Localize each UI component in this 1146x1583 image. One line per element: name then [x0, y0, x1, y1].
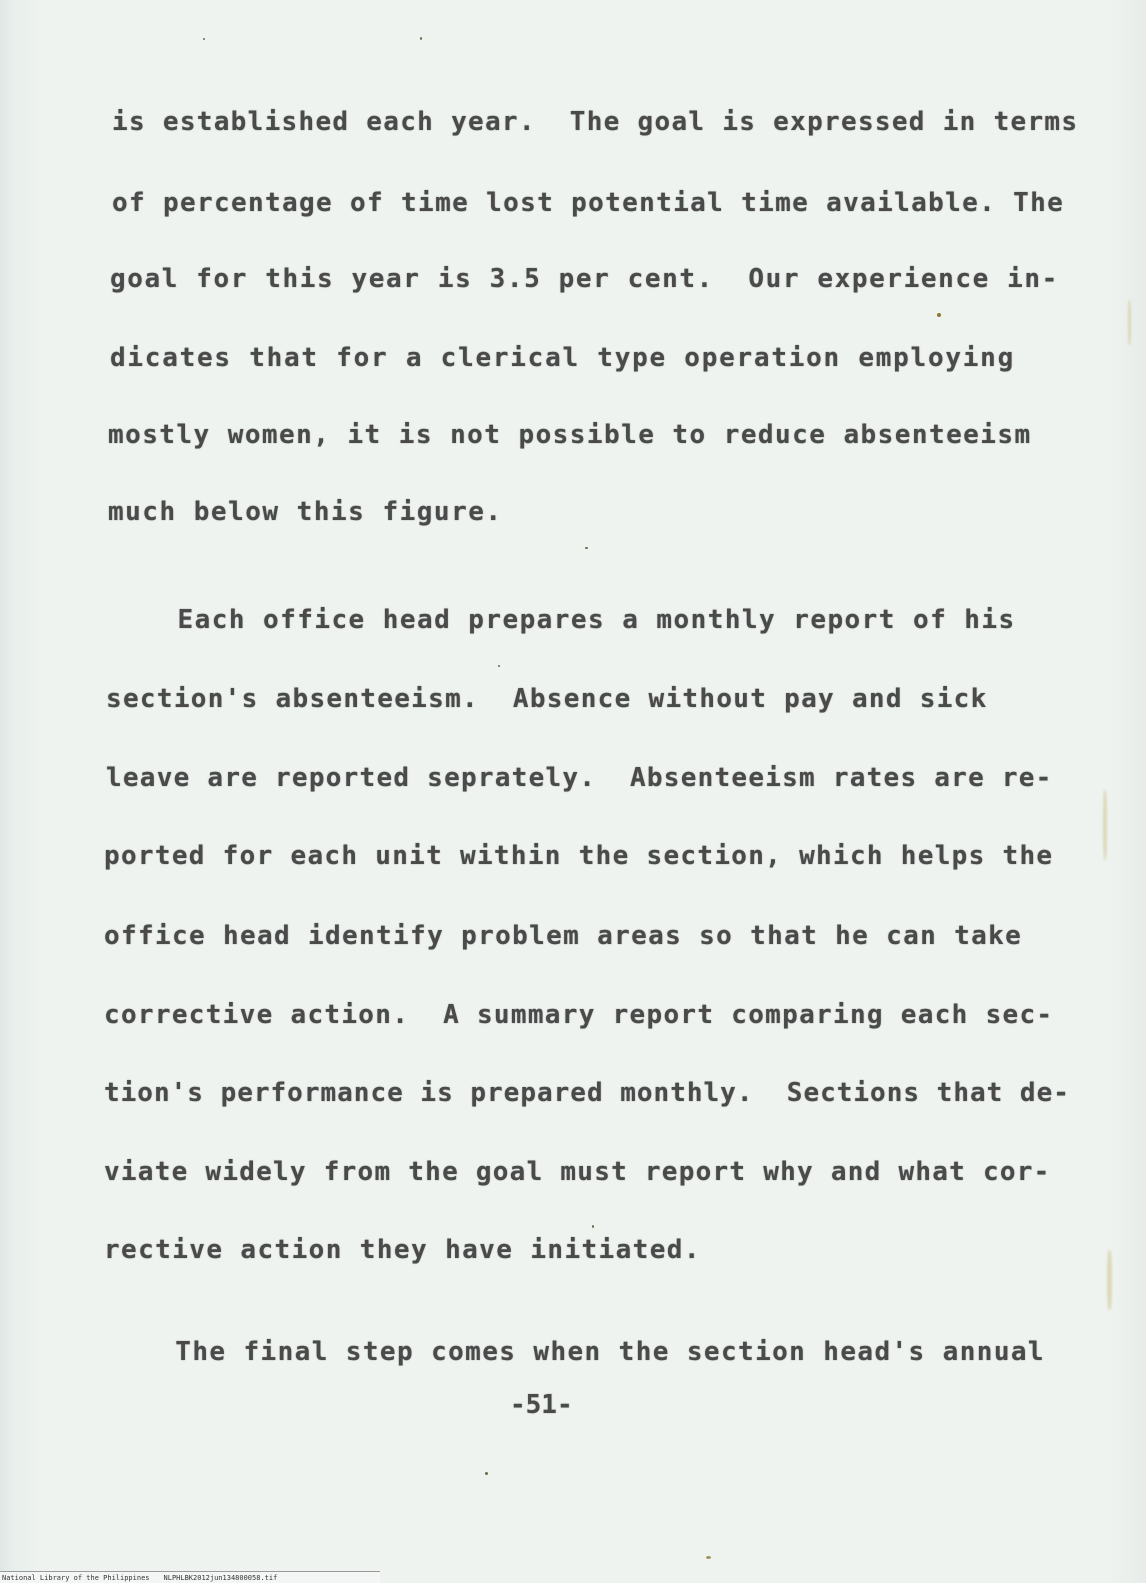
paper-stain	[1107, 1250, 1112, 1310]
text-line: corrective action. A summary report comparing each sec-	[104, 1000, 1054, 1030]
scan-speck	[706, 1556, 711, 1559]
text-line: mostly women, it is not possible to reduce absenteeism	[108, 420, 1032, 450]
scan-speck	[585, 547, 588, 549]
text-line: of percentage of time lost potential time available. The	[112, 188, 1065, 218]
text-line: is established each year. The goal is expressed in terms	[112, 107, 1079, 137]
text-line: goal for this year is 3.5 per cent. Our experience in-	[110, 264, 1059, 294]
scan-speck	[203, 38, 205, 40]
text-line: section's absenteeism. Absence without pay and sick	[106, 684, 988, 714]
paper-stain	[1128, 300, 1131, 345]
scan-footer	[0, 1571, 380, 1583]
text-line: viate widely from the goal must report why and what cor-	[104, 1157, 1051, 1187]
text-line: leave are reported seprately. Absenteeism rates are re-	[106, 763, 1053, 793]
text-line: ported for each unit within the section, which helps the	[104, 841, 1054, 871]
page-number: -51-	[510, 1390, 573, 1420]
text-line: The final step comes when the section head's annual	[90, 1337, 1045, 1367]
text-line: rective action they have initiated.	[104, 1235, 701, 1265]
library-name: National Library of the Philippines	[2, 1574, 150, 1582]
text-line: much below this figure.	[108, 497, 503, 527]
scan-speck	[485, 1472, 488, 1475]
text-line: Each office head prepares a monthly report of his	[92, 605, 1016, 635]
scan-filename: NLPHLBK2012jun134800058.tif	[163, 1574, 278, 1582]
scan-speck	[937, 313, 941, 317]
text-line: dicates that for a clerical type operation employing	[110, 343, 1015, 373]
scan-speck	[592, 1225, 594, 1228]
text-line: tion's performance is prepared monthly. Sections that de-	[104, 1078, 1070, 1108]
text-line: office head identify problem areas so that he can take	[104, 921, 1023, 951]
scan-speck	[498, 665, 500, 667]
paper-stain	[1103, 790, 1107, 860]
scan-speck	[420, 37, 422, 40]
